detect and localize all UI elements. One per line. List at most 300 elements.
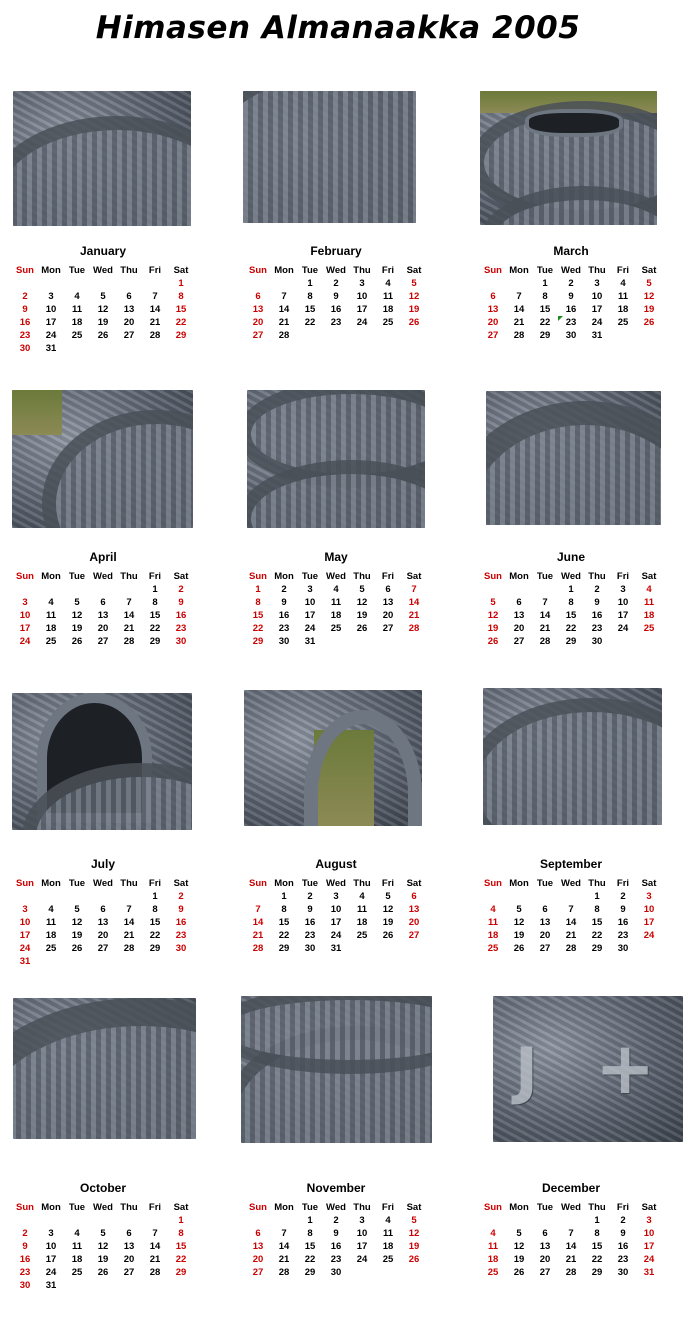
day-cell: 24	[304, 623, 316, 634]
day-cell: 24	[19, 943, 31, 954]
weekday-header: Sun	[16, 878, 34, 889]
month-name-march: March	[553, 244, 589, 258]
weekday-header: Sun	[16, 1202, 34, 1213]
photo-april	[12, 390, 193, 528]
day-cell: 30	[591, 636, 603, 647]
day-cell: 10	[643, 904, 655, 915]
day-cell: 30	[175, 943, 187, 954]
month-name-may: May	[324, 550, 348, 564]
day-cell: 5	[100, 291, 106, 302]
photo-june	[486, 391, 661, 525]
day-cell: 13	[539, 917, 551, 928]
day-cell: 15	[175, 304, 187, 315]
day-cell: 15	[149, 610, 161, 621]
day-cell: 17	[45, 1254, 57, 1265]
weekday-header: Sat	[173, 571, 189, 582]
day-cell: 16	[565, 304, 577, 315]
day-cell: 10	[45, 1241, 57, 1252]
day-cell: 6	[126, 291, 132, 302]
day-cell: 30	[175, 636, 187, 647]
day-cell: 24	[45, 1267, 57, 1278]
day-cell: 5	[100, 1228, 106, 1239]
weekday-header: Wed	[93, 878, 113, 889]
day-cell: 25	[382, 1254, 394, 1265]
day-cell: 26	[356, 623, 368, 634]
day-cell: 8	[568, 597, 574, 608]
day-cell: 20	[252, 1254, 264, 1265]
day-cell: 12	[487, 610, 499, 621]
weekday-header: Sat	[641, 1202, 657, 1213]
day-cell: 29	[175, 330, 187, 341]
day-cell: 19	[643, 304, 655, 315]
day-cell: 7	[281, 1228, 287, 1239]
weekday-header: Tue	[68, 571, 86, 582]
day-cell: 5	[490, 597, 496, 608]
day-cell: 23	[617, 930, 629, 941]
weekday-header: Mon	[41, 1202, 61, 1213]
day-cell: 28	[539, 636, 551, 647]
day-cell: 7	[126, 597, 132, 608]
day-cell: 22	[175, 317, 187, 328]
weekday-header: Sun	[16, 571, 34, 582]
day-cell: 13	[382, 597, 394, 608]
day-cell: 22	[591, 930, 603, 941]
day-cell: 6	[255, 291, 261, 302]
day-cell: 6	[542, 1228, 548, 1239]
day-cell: 18	[487, 930, 499, 941]
weekday-header: Mon	[509, 571, 529, 582]
day-cell: 3	[22, 597, 28, 608]
day-cell: 30	[304, 943, 316, 954]
weekday-header: Fri	[148, 878, 162, 889]
weekday-header: Sun	[484, 1202, 502, 1213]
day-cell: 9	[178, 904, 184, 915]
day-cell: 28	[123, 943, 135, 954]
day-cell: 26	[97, 1267, 109, 1278]
day-cell: 7	[152, 291, 158, 302]
day-cell: 7	[126, 904, 132, 915]
day-cell: 24	[617, 623, 629, 634]
day-cell: 18	[71, 1254, 83, 1265]
day-cell: 18	[45, 623, 57, 634]
day-cell: 14	[123, 610, 135, 621]
day-cell: 26	[71, 943, 83, 954]
day-cell: 13	[97, 917, 109, 928]
day-cell: 23	[330, 1254, 342, 1265]
weekday-header: Fri	[148, 571, 162, 582]
photo-july	[12, 693, 192, 830]
day-cell: 16	[19, 1254, 31, 1265]
weekday-header: Wed	[561, 878, 581, 889]
day-cell: 1	[178, 1215, 184, 1226]
day-cell: 13	[539, 1241, 551, 1252]
day-cell: 16	[330, 304, 342, 315]
day-cell: 19	[408, 304, 420, 315]
day-cell: 22	[539, 317, 551, 328]
day-cell: 1	[281, 891, 287, 902]
day-cell: 14	[513, 304, 525, 315]
photo-march	[480, 91, 657, 225]
day-cell: 11	[487, 917, 499, 928]
day-cell: 18	[382, 304, 394, 315]
day-cell: 29	[565, 636, 577, 647]
day-cell: 26	[643, 317, 655, 328]
day-cell: 20	[539, 1254, 551, 1265]
weekday-header: Wed	[561, 1202, 581, 1213]
weekday-header: Mon	[509, 878, 529, 889]
day-cell: 27	[123, 1267, 135, 1278]
day-cell: 24	[330, 930, 342, 941]
day-cell: 28	[565, 943, 577, 954]
day-cell: 6	[126, 1228, 132, 1239]
day-cell: 19	[513, 1254, 525, 1265]
day-cell: 17	[356, 304, 368, 315]
weekday-header: Fri	[381, 1202, 395, 1213]
day-cell: 31	[304, 636, 316, 647]
day-cell: 8	[542, 291, 548, 302]
day-cell: 29	[149, 636, 161, 647]
day-cell: 16	[617, 917, 629, 928]
day-cell: 29	[591, 1267, 603, 1278]
day-cell: 8	[307, 291, 313, 302]
day-cell: 7	[281, 291, 287, 302]
day-cell: 21	[513, 317, 525, 328]
day-cell: 22	[278, 930, 290, 941]
weekday-header: Sat	[173, 878, 189, 889]
day-cell: 27	[539, 943, 551, 954]
day-cell: 25	[356, 930, 368, 941]
day-cell: 8	[594, 904, 600, 915]
day-cell: 8	[281, 904, 287, 915]
month-name-july: July	[90, 857, 115, 871]
weekday-header: Thu	[353, 571, 371, 582]
day-cell: 12	[71, 610, 83, 621]
day-cell: 1	[255, 584, 261, 595]
day-cell: 5	[411, 278, 417, 289]
day-cell: 23	[278, 623, 290, 634]
day-cell: 1	[594, 891, 600, 902]
day-cell: 28	[513, 330, 525, 341]
weekday-header: Wed	[326, 571, 346, 582]
day-cell: 17	[643, 917, 655, 928]
day-cell: 24	[643, 930, 655, 941]
day-cell: 6	[100, 904, 106, 915]
day-cell: 8	[594, 1228, 600, 1239]
day-cell: 10	[356, 1228, 368, 1239]
day-cell: 28	[408, 623, 420, 634]
day-cell: 26	[408, 317, 420, 328]
weekday-header: Sun	[16, 265, 34, 276]
weekday-header: Fri	[381, 265, 395, 276]
day-cell: 2	[178, 891, 184, 902]
day-cell: 19	[97, 1254, 109, 1265]
day-cell: 10	[304, 597, 316, 608]
month-name-october: October	[79, 1181, 126, 1195]
day-cell: 8	[152, 904, 158, 915]
weekday-header: Thu	[120, 571, 138, 582]
day-cell: 30	[278, 636, 290, 647]
day-cell: 16	[617, 1241, 629, 1252]
day-cell: 19	[382, 917, 394, 928]
weekday-header: Wed	[93, 265, 113, 276]
day-cell: 6	[100, 597, 106, 608]
day-cell: 21	[539, 623, 551, 634]
day-cell: 25	[71, 1267, 83, 1278]
day-cell: 18	[45, 930, 57, 941]
photo-december: J +	[493, 996, 683, 1142]
day-cell: 23	[330, 317, 342, 328]
day-cell: 12	[513, 917, 525, 928]
month-name-august: August	[315, 857, 357, 871]
day-cell: 17	[45, 317, 57, 328]
day-cell: 14	[252, 917, 264, 928]
day-cell: 17	[19, 930, 31, 941]
weekday-header: Sat	[406, 1202, 422, 1213]
day-cell: 22	[149, 930, 161, 941]
day-cell: 14	[149, 1241, 161, 1252]
day-cell: 16	[330, 1241, 342, 1252]
weekday-header: Wed	[561, 265, 581, 276]
day-cell: 2	[333, 1215, 339, 1226]
weekday-header: Sun	[249, 878, 267, 889]
day-cell: 27	[382, 623, 394, 634]
day-cell: 21	[123, 623, 135, 634]
day-cell: 7	[568, 1228, 574, 1239]
weekday-header: Tue	[68, 878, 86, 889]
day-cell: 10	[356, 291, 368, 302]
day-cell: 10	[330, 904, 342, 915]
day-cell: 21	[565, 930, 577, 941]
day-cell: 17	[330, 917, 342, 928]
day-cell: 8	[255, 597, 261, 608]
weekday-header: Tue	[301, 1202, 319, 1213]
day-cell: 11	[356, 904, 368, 915]
day-cell: 24	[643, 1254, 655, 1265]
weekday-header: Sun	[249, 265, 267, 276]
day-cell: 20	[513, 623, 525, 634]
day-cell: 12	[408, 1228, 420, 1239]
day-cell: 5	[516, 1228, 522, 1239]
day-cell: 21	[565, 1254, 577, 1265]
photo-september	[483, 688, 662, 825]
day-cell: 28	[278, 1267, 290, 1278]
day-cell: 23	[175, 623, 187, 634]
weekday-header: Thu	[120, 265, 138, 276]
day-cell: 23	[19, 330, 31, 341]
day-cell: 28	[149, 1267, 161, 1278]
day-cell: 3	[48, 291, 54, 302]
day-cell: 16	[175, 610, 187, 621]
day-cell: 25	[487, 1267, 499, 1278]
weekday-header: Tue	[536, 1202, 554, 1213]
month-name-december: December	[541, 1181, 601, 1195]
day-cell: 4	[333, 584, 339, 595]
day-cell: 12	[71, 917, 83, 928]
month-name-june: June	[556, 550, 585, 564]
day-cell: 2	[620, 1215, 626, 1226]
weekday-header: Mon	[509, 265, 529, 276]
day-cell: 31	[330, 943, 342, 954]
day-cell: 1	[542, 278, 548, 289]
day-cell: 20	[252, 317, 264, 328]
day-cell: 18	[330, 610, 342, 621]
day-cell: 10	[45, 304, 57, 315]
weekday-header: Thu	[120, 1202, 138, 1213]
day-cell: 21	[408, 610, 420, 621]
day-cell: 7	[411, 584, 417, 595]
month-name-september: September	[539, 857, 603, 871]
day-cell: 31	[591, 330, 603, 341]
day-cell: 20	[539, 930, 551, 941]
day-cell: 26	[513, 1267, 525, 1278]
weekday-header: Fri	[616, 878, 630, 889]
weekday-header: Tue	[536, 571, 554, 582]
weekday-header: Sat	[406, 878, 422, 889]
day-cell: 5	[516, 904, 522, 915]
day-cell: 21	[149, 317, 161, 328]
day-cell: 23	[19, 1267, 31, 1278]
day-cell: 31	[45, 343, 57, 354]
day-cell: 21	[252, 930, 264, 941]
day-cell: 30	[330, 1267, 342, 1278]
day-cell: 2	[594, 584, 600, 595]
day-cell: 2	[620, 891, 626, 902]
day-cell: 14	[278, 1241, 290, 1252]
weekday-header: Mon	[41, 571, 61, 582]
day-cell: 29	[591, 943, 603, 954]
day-cell: 15	[252, 610, 264, 621]
weekday-header: Thu	[588, 1202, 606, 1213]
weekday-header: Tue	[68, 265, 86, 276]
day-cell: 25	[643, 623, 655, 634]
day-cell: 15	[591, 917, 603, 928]
weekday-header: Sun	[484, 265, 502, 276]
day-cell: 1	[178, 278, 184, 289]
day-cell: 27	[123, 330, 135, 341]
day-cell: 30	[617, 943, 629, 954]
weekday-header: Wed	[326, 878, 346, 889]
photo-october	[13, 998, 196, 1139]
day-cell: 28	[252, 943, 264, 954]
weekday-header: Sat	[641, 265, 657, 276]
weekday-header: Wed	[93, 571, 113, 582]
day-cell: 11	[487, 1241, 499, 1252]
weekday-header: Thu	[588, 265, 606, 276]
day-cell: 18	[356, 917, 368, 928]
day-cell: 10	[617, 597, 629, 608]
weekday-header: Sat	[641, 878, 657, 889]
day-cell: 14	[565, 1241, 577, 1252]
day-cell: 15	[304, 1241, 316, 1252]
day-cell: 25	[45, 943, 57, 954]
day-cell: 9	[22, 304, 28, 315]
day-cell: 2	[568, 278, 574, 289]
day-cell: 28	[123, 636, 135, 647]
day-cell: 3	[333, 891, 339, 902]
day-cell: 16	[304, 917, 316, 928]
weekday-header: Sun	[249, 1202, 267, 1213]
day-cell: 19	[513, 930, 525, 941]
day-cell: 4	[620, 278, 626, 289]
day-cell: 4	[385, 278, 391, 289]
weekday-header: Wed	[561, 571, 581, 582]
day-cell: 20	[382, 610, 394, 621]
day-cell: 11	[643, 597, 655, 608]
weekday-header: Mon	[274, 265, 294, 276]
weekday-header: Mon	[274, 571, 294, 582]
day-cell: 29	[252, 636, 264, 647]
day-cell: 6	[411, 891, 417, 902]
weekday-header: Mon	[274, 1202, 294, 1213]
day-cell: 15	[304, 304, 316, 315]
day-cell: 21	[278, 317, 290, 328]
day-cell: 8	[178, 291, 184, 302]
day-cell: 5	[74, 904, 80, 915]
day-cell: 14	[565, 917, 577, 928]
day-cell: 1	[594, 1215, 600, 1226]
day-cell: 23	[591, 623, 603, 634]
day-cell: 9	[620, 1228, 626, 1239]
photo-january	[13, 91, 191, 226]
day-cell: 24	[356, 1254, 368, 1265]
day-cell: 18	[617, 304, 629, 315]
day-cell: 15	[149, 917, 161, 928]
day-cell: 6	[542, 904, 548, 915]
day-cell: 19	[71, 623, 83, 634]
day-cell: 11	[382, 1228, 394, 1239]
weekday-header: Mon	[509, 1202, 529, 1213]
day-cell: 11	[45, 917, 57, 928]
day-cell: 13	[513, 610, 525, 621]
day-cell: 10	[643, 1228, 655, 1239]
day-cell: 20	[97, 623, 109, 634]
day-cell: 13	[97, 610, 109, 621]
day-cell: 30	[617, 1267, 629, 1278]
day-cell: 12	[643, 291, 655, 302]
day-cell: 11	[617, 291, 629, 302]
day-cell: 21	[278, 1254, 290, 1265]
day-cell: 6	[516, 597, 522, 608]
weekday-header: Thu	[588, 571, 606, 582]
day-cell: 27	[513, 636, 525, 647]
day-cell: 12	[356, 597, 368, 608]
day-cell: 19	[487, 623, 499, 634]
weekday-header: Fri	[381, 878, 395, 889]
day-cell: 9	[178, 597, 184, 608]
day-cell: 8	[178, 1228, 184, 1239]
day-cell: 8	[307, 1228, 313, 1239]
day-cell: 23	[304, 930, 316, 941]
day-cell: 17	[617, 610, 629, 621]
day-cell: 31	[643, 1267, 655, 1278]
weekday-header: Sat	[406, 265, 422, 276]
day-cell: 14	[408, 597, 420, 608]
photo-february	[243, 91, 416, 223]
day-cell: 17	[19, 623, 31, 634]
day-cell: 5	[411, 1215, 417, 1226]
day-cell: 30	[565, 330, 577, 341]
day-cell: 20	[123, 1254, 135, 1265]
weekday-header: Fri	[616, 265, 630, 276]
weekday-header: Wed	[326, 1202, 346, 1213]
day-cell: 26	[513, 943, 525, 954]
weekday-header: Fri	[616, 1202, 630, 1213]
day-cell: 9	[22, 1241, 28, 1252]
weekday-header: Tue	[68, 1202, 86, 1213]
day-cell: 22	[149, 623, 161, 634]
day-cell: 18	[643, 610, 655, 621]
day-cell: 23	[558, 316, 584, 329]
